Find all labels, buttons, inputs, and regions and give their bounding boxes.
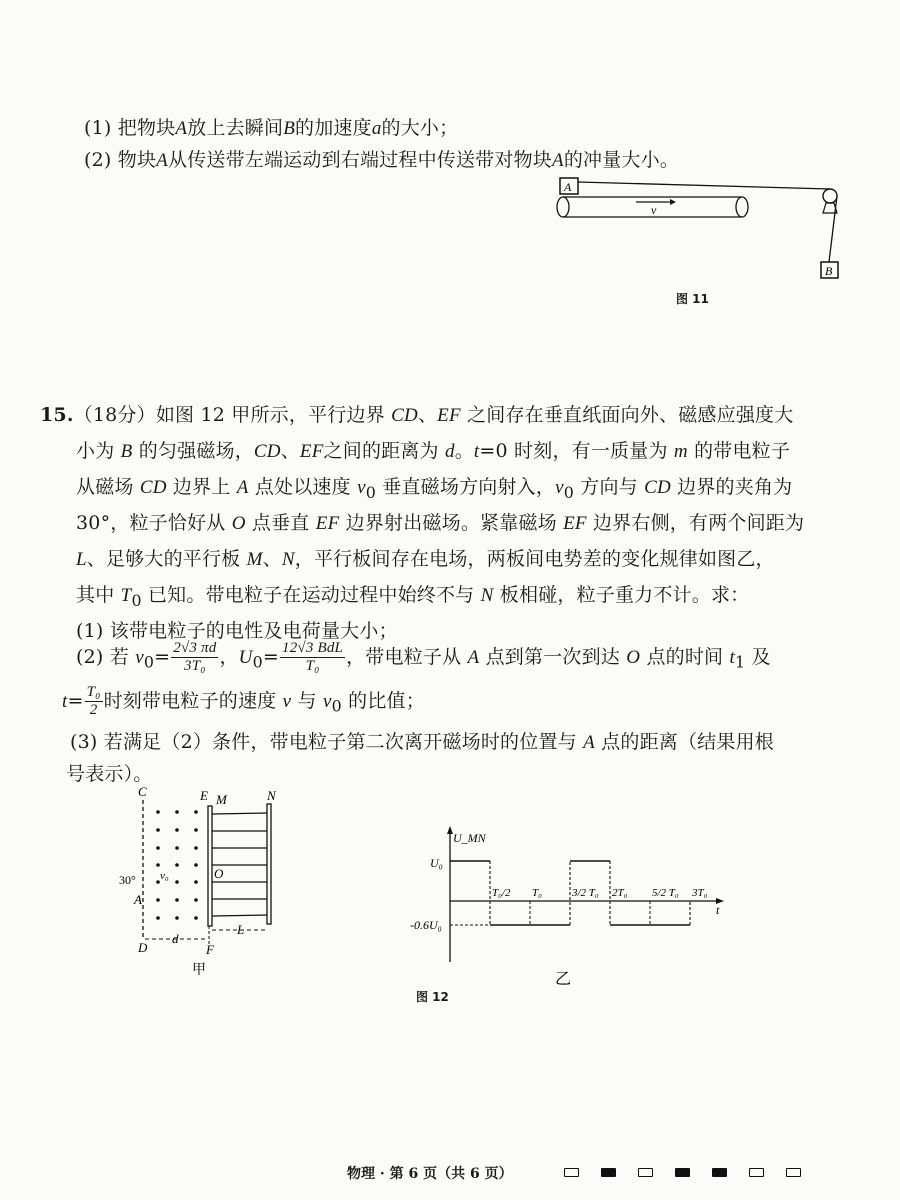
plate-n xyxy=(267,804,271,924)
rope-vertical xyxy=(829,196,837,262)
label-m: M xyxy=(216,792,227,807)
text: 的大小； xyxy=(381,117,459,139)
fraction-u0 xyxy=(280,640,345,676)
var: t xyxy=(729,646,735,668)
var: EF xyxy=(437,405,461,426)
figure-12-caption: 图 12 xyxy=(416,990,449,1004)
text: 小为 xyxy=(76,440,115,462)
text: 、 xyxy=(280,440,300,462)
text: 点垂直 xyxy=(251,512,310,534)
var: CD xyxy=(253,441,281,462)
text: 点处以速度 xyxy=(254,476,351,498)
var: U xyxy=(238,646,253,668)
text: 边界右侧，有两个间距为 xyxy=(592,512,805,534)
page-marks xyxy=(564,1168,801,1177)
text: 边界射出磁场。紧靠磁场 xyxy=(345,512,557,534)
q15-line-4 xyxy=(76,508,804,535)
block-a-label: A xyxy=(564,180,572,194)
belt-left-roller xyxy=(557,197,569,217)
figure-11-caption: 图 11 xyxy=(676,292,709,306)
var: t xyxy=(62,690,68,712)
x-tick-label: 5/2 T₀ xyxy=(652,887,679,899)
text: 把物块 xyxy=(117,117,176,139)
belt-right-roller xyxy=(736,197,748,217)
var: A xyxy=(236,477,249,498)
var: m xyxy=(673,441,688,462)
q15-line-6 xyxy=(76,580,749,610)
label-angle: 30° xyxy=(119,873,136,887)
var: M xyxy=(246,549,263,570)
var: EF xyxy=(315,513,340,534)
var-a: A xyxy=(156,150,168,171)
sub-num: (1) xyxy=(76,620,104,642)
text: 、 xyxy=(417,404,438,426)
var: d xyxy=(445,441,455,462)
var: CD xyxy=(391,405,418,426)
empty-square-mark xyxy=(564,1168,579,1177)
var: v xyxy=(135,646,144,668)
q15-sub2-line-2 xyxy=(62,684,425,720)
sub-num: (2) xyxy=(76,645,104,668)
prev-question-1 xyxy=(84,113,458,140)
text: 点的距离（结果用根 xyxy=(601,731,774,753)
text: 的带电粒子 xyxy=(694,440,791,462)
var: N xyxy=(480,585,494,606)
text: = xyxy=(67,689,84,712)
question-number: 15. xyxy=(40,404,74,426)
q15-line-3 xyxy=(76,472,792,502)
text: ，带电粒子从 xyxy=(346,645,462,668)
text: 时刻带电粒子的速度 xyxy=(103,689,277,712)
q15-line-2 xyxy=(76,436,790,463)
text: 物块 xyxy=(117,149,157,171)
y-axis-label: U_MN xyxy=(453,831,486,845)
rope-top xyxy=(578,182,830,189)
text: = xyxy=(262,645,279,668)
q15-sub1 xyxy=(76,616,398,643)
label-d: D xyxy=(138,940,148,955)
y-tick-u0: U₀ xyxy=(430,856,443,870)
fraction-half-t0 xyxy=(85,684,103,720)
text: 的匀强磁场， xyxy=(138,440,254,462)
y-tick-neg: -0.6U₀ xyxy=(410,918,442,932)
sub-num: (3) xyxy=(70,731,98,753)
x-axis-label: t xyxy=(716,903,720,917)
text: 其中 xyxy=(76,584,115,606)
var: v xyxy=(357,477,366,498)
label-l: L xyxy=(237,922,245,937)
block-b-label: B xyxy=(825,264,833,278)
text: =0 时刻，有一质量为 xyxy=(479,440,668,462)
subscript: 0 xyxy=(131,590,142,610)
text: 之间存在垂直纸面向外、磁感应强度大 xyxy=(467,404,794,426)
x-tick-label: 3/2 T₀ xyxy=(572,887,599,899)
label-c: C xyxy=(138,784,147,799)
fraction-numerator: 12√3 BdL xyxy=(280,640,345,658)
label-e: E xyxy=(200,788,208,803)
label-v0: v₀ xyxy=(160,870,169,882)
filled-square-mark xyxy=(712,1168,727,1177)
q15-sub2-line-1 xyxy=(76,640,771,676)
x-tick-label: 3T₀ xyxy=(692,887,708,899)
text: 之间的距离为 xyxy=(323,440,439,462)
filled-square-mark xyxy=(601,1168,616,1177)
text: 的比值； xyxy=(348,689,425,712)
prev-question-2 xyxy=(84,145,679,172)
fraction-denominator: 2 xyxy=(89,702,98,719)
q15-line-1 xyxy=(40,400,793,427)
var: EF xyxy=(563,513,587,534)
magnetic-field-dots xyxy=(156,810,198,920)
var: EF xyxy=(299,441,324,462)
figure-12b-caption: 乙 xyxy=(555,971,572,988)
x-ticks xyxy=(492,887,708,899)
text: ， xyxy=(219,645,239,668)
var-a: A xyxy=(552,150,564,171)
var: L xyxy=(76,549,87,570)
var: O xyxy=(626,646,641,668)
text: 如图 12 甲所示，平行边界 xyxy=(155,404,385,426)
fraction-v0 xyxy=(171,640,218,676)
var: CD xyxy=(139,477,167,498)
text: 。 xyxy=(454,440,474,462)
fraction-denominator: 3T₀ xyxy=(184,658,206,675)
subscript: 0 xyxy=(252,652,263,672)
subscript: 0 xyxy=(143,652,155,672)
x-tick-label: T₀/2 xyxy=(492,887,511,899)
var: B xyxy=(120,441,133,462)
var: v xyxy=(555,477,564,498)
var: T xyxy=(120,585,132,606)
text: 从磁场 xyxy=(76,476,134,498)
plate-m xyxy=(208,806,212,926)
var: N xyxy=(281,549,295,570)
label-a: A xyxy=(134,892,142,907)
text: 的冲量大小。 xyxy=(563,149,680,171)
text: 垂直磁场方向射入， xyxy=(382,476,556,498)
text: 若满足（2）条件，带电粒子第二次离开磁场时的位置与 xyxy=(103,731,577,753)
text: ，平行板间存在电场，两板间电势差的变化规律如图乙， xyxy=(294,548,775,570)
text: 边界上 xyxy=(172,476,231,498)
var: A xyxy=(467,646,480,668)
sub-num: (2) xyxy=(84,149,112,171)
var-acc: a xyxy=(371,118,382,139)
page-footer: 物理 · 第 6 页（共 6 页） xyxy=(347,1166,513,1182)
velocity-label: v xyxy=(651,203,657,217)
var: O xyxy=(231,513,246,534)
fraction-numerator: 2√3 πd xyxy=(171,640,218,658)
label-f: F xyxy=(206,942,214,957)
var-b: B xyxy=(283,118,296,139)
text: 、足够大的平行板 xyxy=(86,548,241,570)
velocity-arrowhead xyxy=(670,199,676,205)
subscript: 1 xyxy=(734,652,746,672)
empty-square-mark xyxy=(749,1168,764,1177)
text: 30°，粒子恰好从 xyxy=(76,512,226,534)
text: 、 xyxy=(262,548,282,570)
x-tick-label: 2T₀ xyxy=(612,887,628,899)
x-tick-label: T₀ xyxy=(532,887,542,899)
q15-sub3-line-1 xyxy=(70,727,774,754)
subscript: 0 xyxy=(365,482,377,502)
text: 放上去瞬间 xyxy=(187,117,284,139)
var: CD xyxy=(644,477,671,498)
empty-square-mark xyxy=(786,1168,801,1177)
field-lines xyxy=(212,813,267,916)
text: 及 xyxy=(751,645,771,668)
fraction-denominator: T₀ xyxy=(305,658,320,675)
text: 从传送带左端运动到右端过程中传送带对物块 xyxy=(167,149,552,171)
text: 的加速度 xyxy=(295,117,372,139)
var: v xyxy=(322,690,332,712)
figure-12b xyxy=(410,822,740,1002)
text: 边界的夹角为 xyxy=(677,476,793,498)
text: 已知。带电粒子在运动过程中始终不与 xyxy=(147,584,475,606)
text: = xyxy=(154,645,171,668)
text: 该带电粒子的电性及电荷量大小； xyxy=(109,620,398,642)
text: 若 xyxy=(109,645,129,668)
q15-line-5 xyxy=(76,544,775,571)
q15-sub3-line-2: 号表示）。 xyxy=(66,763,153,785)
var: A xyxy=(583,732,595,753)
text: 与 xyxy=(297,689,317,712)
label-o: O xyxy=(214,866,224,881)
empty-square-mark xyxy=(638,1168,653,1177)
text: 点到第一次到达 xyxy=(485,645,621,668)
subscript: 0 xyxy=(563,482,574,502)
text: 点的时间 xyxy=(646,645,724,668)
text: 板相碰，粒子重力不计。求： xyxy=(499,584,750,606)
label-d-distance: d xyxy=(172,931,179,946)
var-a: A xyxy=(175,118,188,139)
score: （18分） xyxy=(73,404,156,426)
figure-12a xyxy=(110,782,300,982)
pulley xyxy=(823,189,837,203)
filled-square-mark xyxy=(675,1168,690,1177)
subscript: 0 xyxy=(331,696,342,716)
fraction-numerator: T₀ xyxy=(85,684,103,702)
var: v xyxy=(282,690,292,712)
text: 方向与 xyxy=(580,476,638,498)
sub-num: (1) xyxy=(84,117,112,139)
figure-12a-caption: 甲 xyxy=(192,963,206,978)
label-n: N xyxy=(267,788,276,803)
var: t xyxy=(473,441,480,462)
